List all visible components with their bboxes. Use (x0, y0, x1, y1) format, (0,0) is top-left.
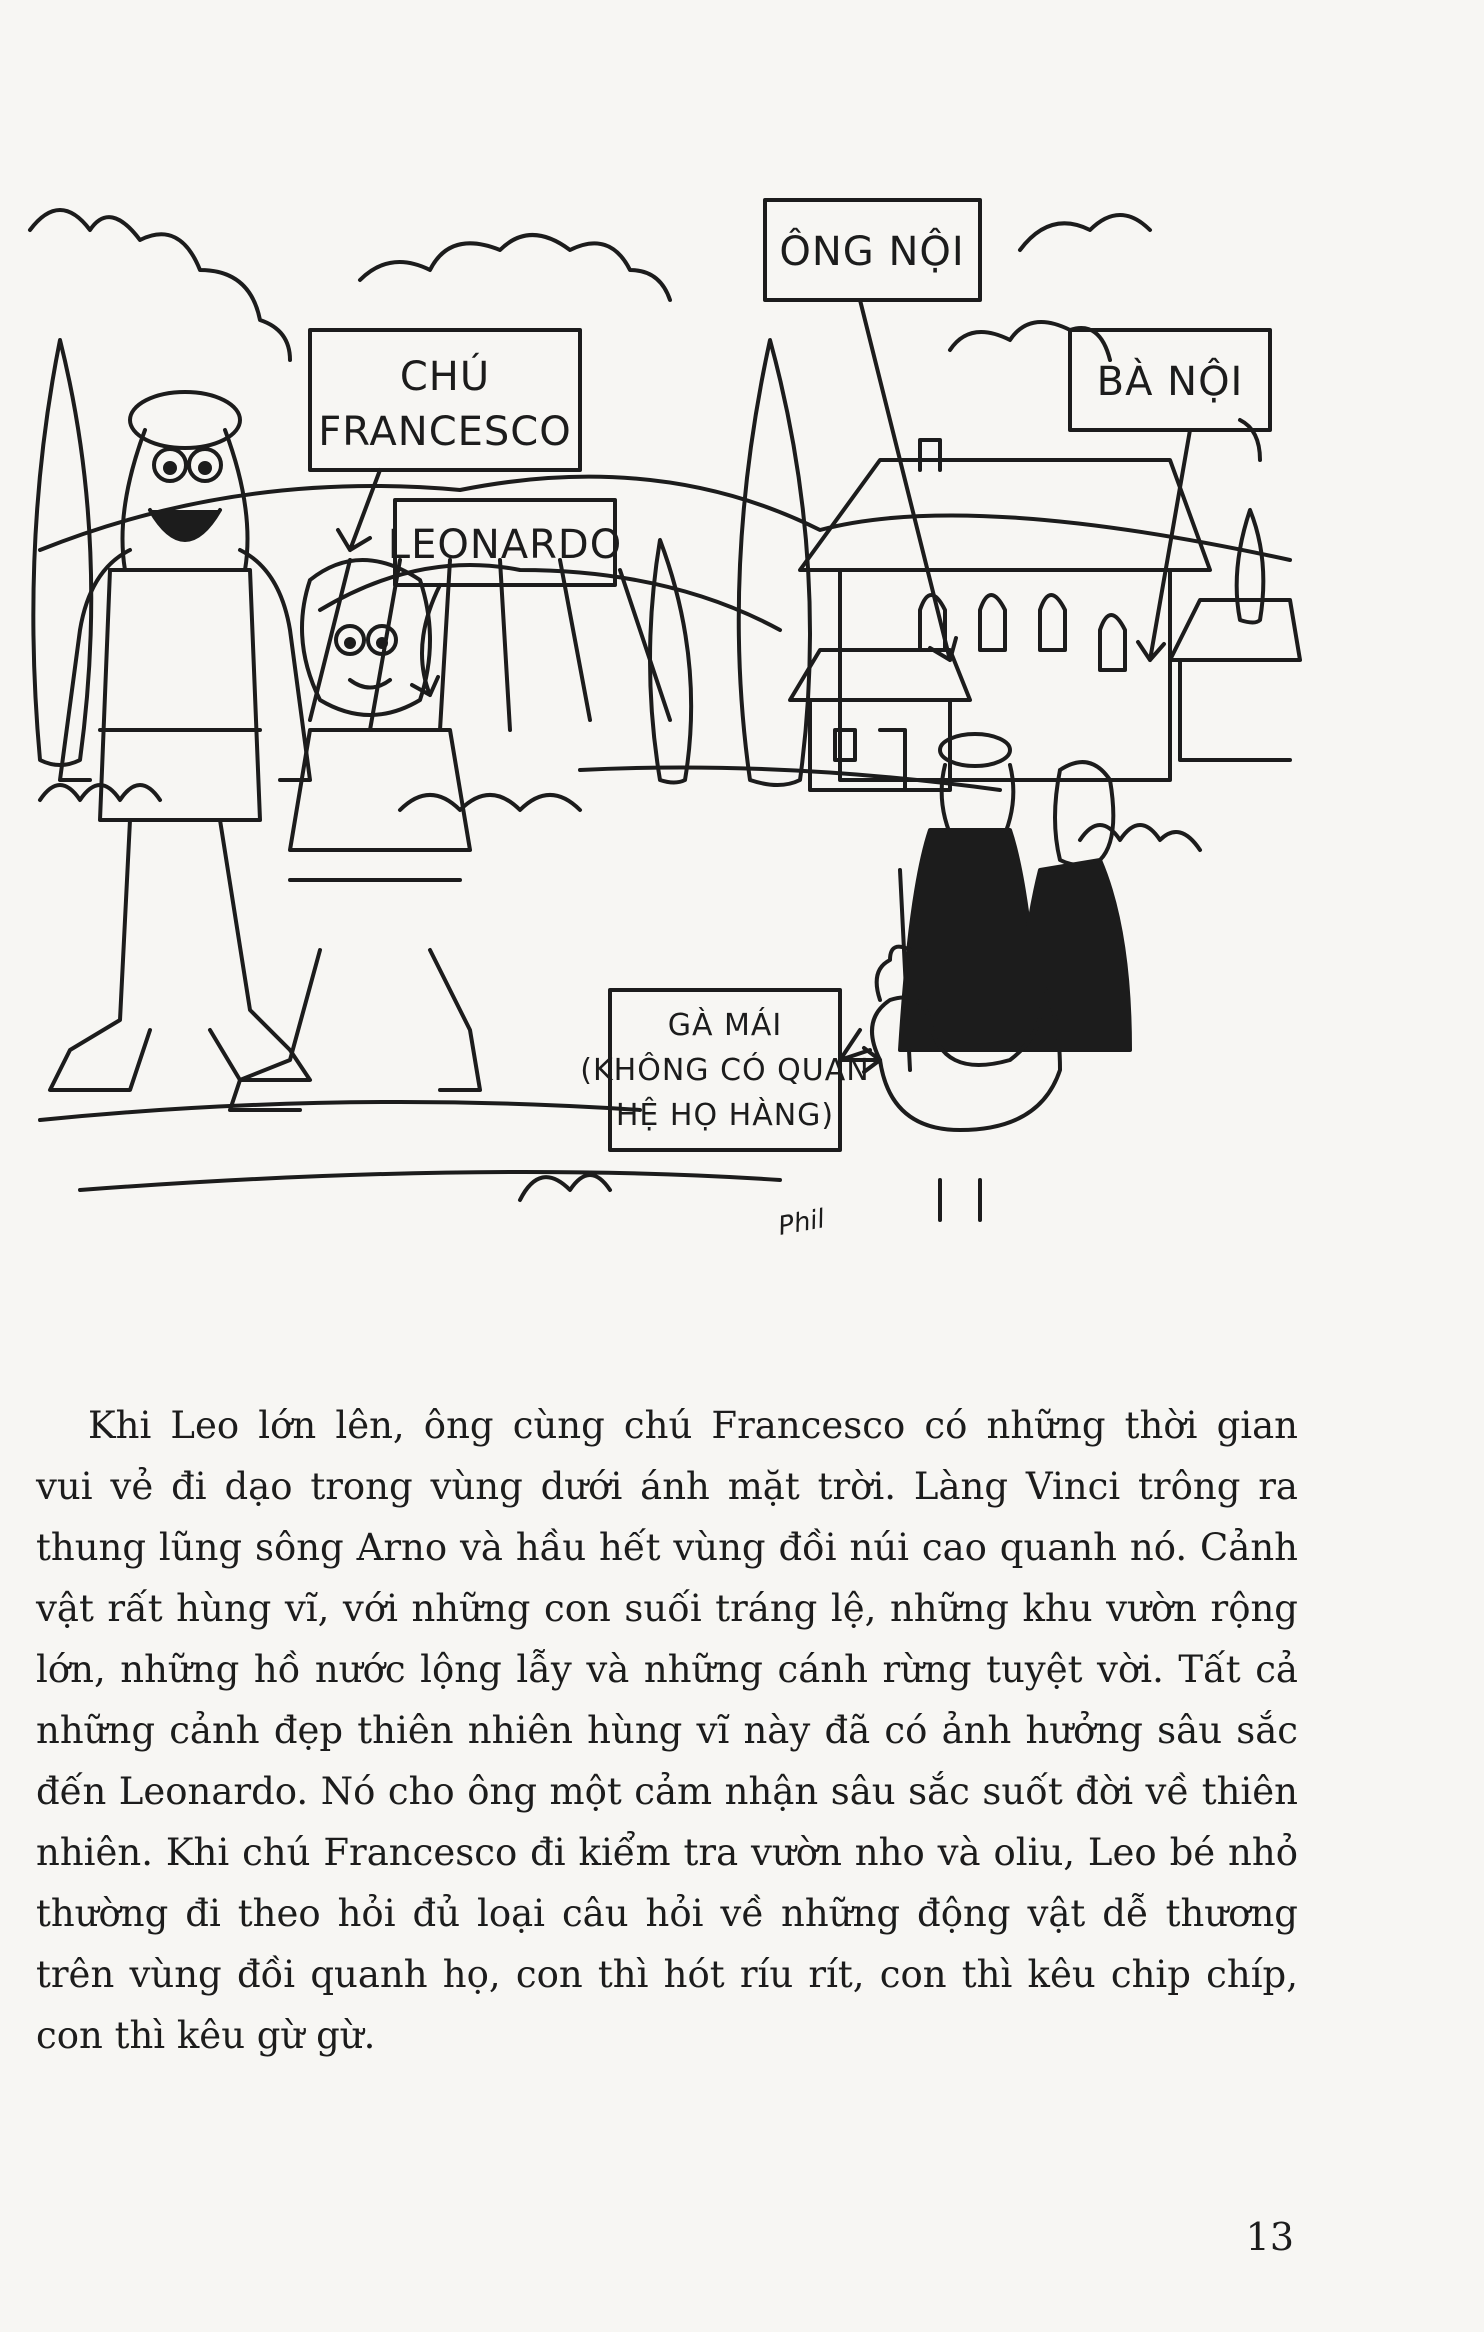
body-line: trên vùng đồi quanh họ, con thì hót ríu rít, con thì kêu chip chíp, (36, 1953, 1298, 1996)
cloud-middle (360, 235, 670, 300)
label-hen-line3: HỆ HỌ HÀNG) (615, 1098, 835, 1133)
cypress-tree-middle (739, 340, 810, 785)
road (40, 768, 1000, 1191)
body-line: lớn, những hồ nước lộng lẫy và những cánh rừng tuyệt vời. Tất cả (36, 1648, 1298, 1691)
label-grandmother: BÀ NỘI (1096, 359, 1244, 405)
hills (40, 477, 1290, 560)
body-line: đến Leonardo. Nó cho ông một cảm nhận sâu sắc suốt đời về thiên (36, 1770, 1298, 1813)
body-line: Khi Leo lớn lên, ông cùng chú Francesco có những thời gian (88, 1404, 1298, 1447)
cloud-right (950, 215, 1260, 460)
label-hen-line1: GÀ MÁI (667, 1008, 783, 1043)
body-line: thường đi theo hỏi đủ loại câu hỏi về những động vật dễ thương (36, 1892, 1298, 1935)
body-line: vật rất hùng vĩ, với những con suối tráng lệ, những khu vườn rộng (36, 1587, 1298, 1630)
side-house (1170, 600, 1300, 760)
body-line: những cảnh đẹp thiên nhiên hùng vĩ này đã có ảnh hưởng sâu sắc (36, 1709, 1298, 1752)
body-line: nhiên. Khi chú Francesco đi kiểm tra vườn nho và oliu, Leo bé nhỏ (36, 1831, 1298, 1874)
cartoon-drawing (20, 190, 1310, 1280)
body-paragraph (36, 1395, 1298, 2066)
label-uncle-line1: CHÚ (399, 354, 491, 400)
grandparents-figures (900, 734, 1130, 1070)
cloud-left (30, 210, 290, 360)
body-line: thung lũng sông Arno và hầu hết vùng đồi núi cao quanh nó. Cảnh (36, 1526, 1298, 1569)
label-grandfather: ÔNG NỘI (779, 229, 965, 275)
body-line: vui vẻ đi dạo trong vùng dưới ánh mặt trời. Làng Vinci trông ra (36, 1465, 1298, 1508)
artist-signature: Phil (776, 1204, 828, 1242)
uncle-francesco-figure (50, 392, 310, 1090)
cypress-tree-left (33, 340, 91, 765)
label-uncle-line2: FRANCESCO (318, 409, 572, 455)
label-hen-line2: (KHÔNG CÓ QUAN (580, 1053, 870, 1088)
body-line: con thì kêu gừ gừ. (36, 2014, 376, 2057)
page-number: 13 (1245, 2215, 1294, 2259)
label-leonardo: LEONARDO (387, 522, 623, 568)
cartoon-illustration (20, 190, 1310, 1280)
